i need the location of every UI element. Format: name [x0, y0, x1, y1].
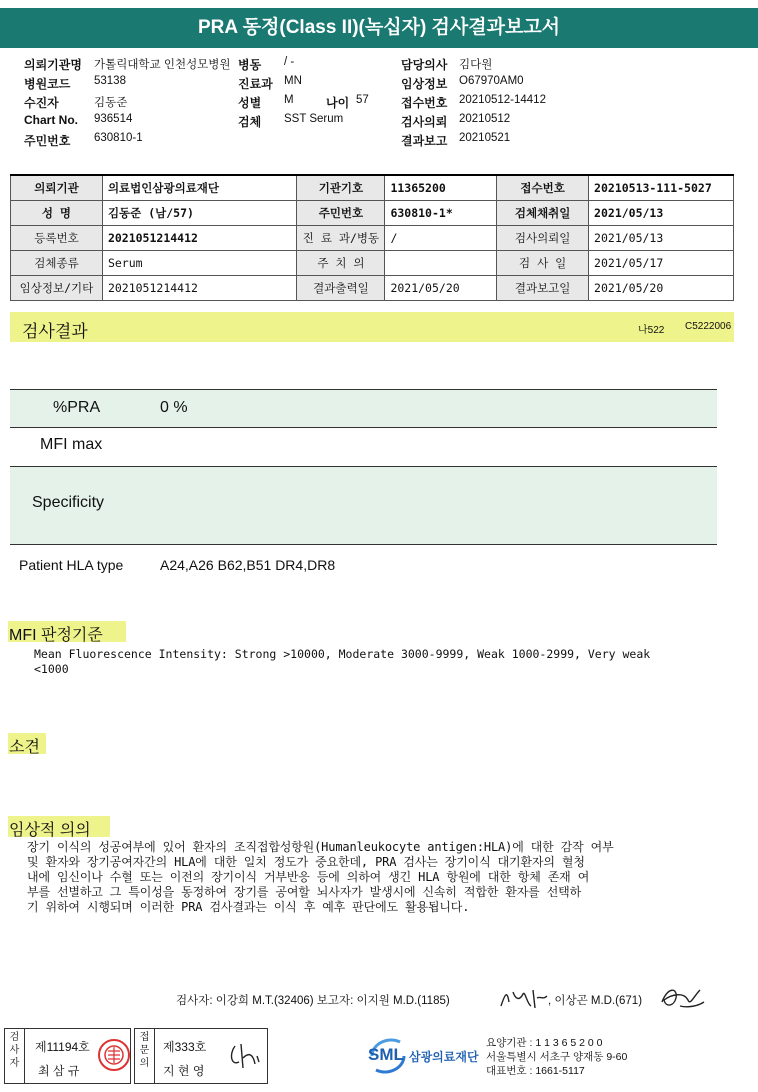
- header-label: 의뢰기관명: [24, 58, 82, 72]
- opinion-heading-band: [8, 733, 46, 754]
- opinion-heading: 소견: [9, 739, 40, 756]
- mfi-max-label: MFI max: [40, 436, 103, 453]
- header-row: [24, 56, 234, 75]
- header-label: 성별: [238, 96, 262, 110]
- specialist-license-no: 제333호: [163, 1040, 207, 1054]
- header-label: 검사의뢰: [401, 115, 448, 129]
- specialist-box-label: 접문의: [135, 1029, 155, 1083]
- tester-license-no: 제11194호: [35, 1040, 90, 1054]
- header-label: 접수번호: [401, 96, 448, 110]
- table-cell: 2021/05/13: [589, 200, 734, 225]
- header-value: MN: [284, 75, 302, 87]
- table-cell: Serum: [102, 250, 297, 275]
- tester-name: 최 삼 규: [38, 1064, 80, 1078]
- tester-box-label: 검사자: [5, 1029, 25, 1083]
- pra-value: 0 %: [160, 399, 188, 416]
- hla-value: A24,A26 B62,B51 DR4,DR8: [160, 557, 336, 573]
- mfi-criteria-line: <1000: [34, 662, 69, 676]
- header-row: [238, 56, 398, 75]
- table-label: 검 사 일: [497, 250, 589, 275]
- table-label: 임상정보/기타: [11, 275, 103, 300]
- signature-image: [225, 1040, 263, 1072]
- table-cell: 의료법인삼광의료재단: [102, 175, 297, 200]
- table-row: [11, 275, 734, 300]
- footer-box-specialist: [134, 1028, 268, 1084]
- header-middle: [238, 56, 398, 132]
- signers-text-2: , 이상곤 M.D.(671): [548, 995, 643, 1007]
- header-row: [238, 113, 398, 132]
- header-row: [401, 113, 601, 132]
- header-row: [401, 94, 601, 113]
- header-value: 가톨릭대학교 인천성모병원: [94, 59, 231, 71]
- header-row: [401, 75, 601, 94]
- header-row: [401, 132, 601, 151]
- clinical-line: 장기 이식의 성공여부에 있어 환자의 조직접합성항원(Humanleukocyte antigen:HLA)에 대한 감작 여부: [27, 840, 614, 854]
- pra-label: %PRA: [53, 399, 101, 416]
- table-cell: 2021051214412: [102, 275, 297, 300]
- header-value: 630810-1: [94, 132, 143, 144]
- header-value: 20210512-14412: [459, 94, 546, 106]
- table-row: [11, 250, 734, 275]
- mfi-criteria-heading: MFI 판정기준: [9, 627, 103, 644]
- org-info-line: 대표번호 : 1661-5117: [486, 1065, 585, 1077]
- header-value: 20210512: [459, 113, 511, 125]
- header-label: 검체: [238, 115, 262, 129]
- specificity-row: [10, 467, 717, 544]
- footer-box-tester: [4, 1028, 131, 1084]
- table-label: 주 치 의: [297, 250, 385, 275]
- header-row: [24, 94, 234, 113]
- header-label: 임상정보: [401, 77, 448, 91]
- logo-text: SML: [368, 1045, 404, 1064]
- header-row: [24, 113, 234, 132]
- mfi-criteria-heading-band: [8, 621, 126, 642]
- header-row: [24, 75, 234, 94]
- clinical-heading-band: [8, 816, 110, 837]
- table-row: [11, 200, 734, 225]
- age-value: 57: [356, 94, 369, 106]
- table-label: 결과보고일: [497, 275, 589, 300]
- age-label: 나이: [326, 96, 350, 110]
- table-cell: 2021/05/17: [589, 250, 734, 275]
- table-label: 성 명: [11, 200, 103, 225]
- header-value: 김다원: [459, 59, 493, 71]
- table-row: [11, 175, 734, 200]
- table-cell: 630810-1*: [385, 200, 497, 225]
- table-label: 검체종류: [11, 250, 103, 275]
- result-heading-band: [10, 312, 734, 342]
- specialist-name: 지 현 영: [163, 1064, 205, 1078]
- org-info-line: 서울특별시 서초구 양재동 9-60: [486, 1051, 628, 1063]
- signature-image: [497, 984, 553, 1012]
- signature-image: [658, 982, 708, 1012]
- table-cell: 11365200: [385, 175, 497, 200]
- signers-text: 검사자: 이강희 M.T.(32406) 보고자: 이지원 M.D.(1185): [176, 995, 450, 1007]
- table-label: 결과출력일: [297, 275, 385, 300]
- hla-label: Patient HLA type: [19, 557, 124, 573]
- header-label: 병원코드: [24, 77, 71, 91]
- report-title: PRA 동정(Class II)(녹십자) 검사결과보고서: [0, 8, 758, 48]
- header-value: M: [284, 94, 294, 106]
- seal-icon: [97, 1038, 131, 1072]
- header-label: 결과보고: [401, 134, 448, 148]
- table-label: 의뢰기관: [11, 175, 103, 200]
- header-label: 수진자: [24, 96, 59, 110]
- table-label: 기관기호: [297, 175, 385, 200]
- header-label: 병동: [238, 58, 262, 72]
- table-cell: 20210513-111-5027: [589, 175, 734, 200]
- header-label: 주민번호: [24, 134, 71, 148]
- table-label: 등록번호: [11, 225, 103, 250]
- header-value: / -: [284, 56, 295, 68]
- header-row: [24, 132, 234, 151]
- table-cell: 2021/05/20: [589, 275, 734, 300]
- mfi-max-row: [10, 428, 717, 466]
- header-left: [24, 56, 234, 151]
- clinical-text: [27, 840, 614, 915]
- pra-row: [10, 390, 717, 427]
- table-row: [11, 225, 734, 250]
- table-cell: [385, 250, 497, 275]
- table-cell: /: [385, 225, 497, 250]
- header-row: [401, 56, 601, 75]
- result-code-2: C5222006: [685, 321, 732, 332]
- header-row: [238, 94, 398, 113]
- clinical-line: 기 위하여 시행되며 이러한 PRA 검사결과는 이식 후 예후 판단에도 활용됩니다.: [27, 900, 470, 914]
- result-heading: 검사결과: [22, 322, 88, 341]
- table-label: 접수번호: [497, 175, 589, 200]
- table-cell: 2021051214412: [102, 225, 297, 250]
- table-cell: 2021/05/13: [589, 225, 734, 250]
- table-cell: 2021/05/20: [385, 275, 497, 300]
- table-label: 검체채취일: [497, 200, 589, 225]
- header-value: 김동준: [94, 97, 128, 109]
- header-right: [401, 56, 601, 151]
- clinical-line: 내에 임신이나 수혈 또는 이전의 장기이식 거부반응 등에 의하여 생긴 HLA 항원에 대한 항체 존재 여: [27, 870, 590, 884]
- mfi-criteria-line: Mean Fluorescence Intensity: Strong >10000, Moderate 3000-9999, Weak 1000-2999, Very weak: [34, 647, 651, 661]
- header-value: 936514: [94, 113, 133, 125]
- clinical-line: 부를 선별하고 그 특이성을 동정하여 장기를 공여할 뇌사자가 발생시에 신속히 적합한 환자를 선택하: [27, 885, 582, 899]
- header-label: 진료과: [238, 77, 273, 91]
- table-label: 주민번호: [297, 200, 385, 225]
- org-info: [486, 1036, 627, 1078]
- mfi-criteria-text: [34, 647, 650, 677]
- header-value: SST Serum: [284, 113, 344, 125]
- divider: [10, 544, 717, 545]
- org-info-line: 요양기관 : 1 1 3 6 5 2 0 0: [486, 1037, 603, 1049]
- table-label: 진 료 과/병동: [297, 225, 385, 250]
- header-value: O67970AM0: [459, 75, 524, 87]
- header-label: 담당의사: [401, 58, 448, 72]
- header-value: 53138: [94, 75, 126, 87]
- header-value: 20210521: [459, 132, 511, 144]
- table-label: 검사의뢰일: [497, 225, 589, 250]
- org-name: 삼광의료재단: [409, 1050, 479, 1064]
- clinical-heading: 임상적 의의: [9, 822, 91, 839]
- table-cell: 김동준 (남/57): [102, 200, 297, 225]
- specificity-label: Specificity: [32, 494, 105, 511]
- header-label: Chart No.: [24, 113, 78, 127]
- header-row: [238, 75, 398, 94]
- specimen-info-table: [10, 174, 734, 301]
- clinical-line: 및 환자와 장기공여자간의 HLA에 대한 일치 정도가 중요한데, PRA 검사는 장기이식 대기환자의 혈청: [27, 855, 585, 869]
- result-code-1: 나522: [638, 325, 665, 336]
